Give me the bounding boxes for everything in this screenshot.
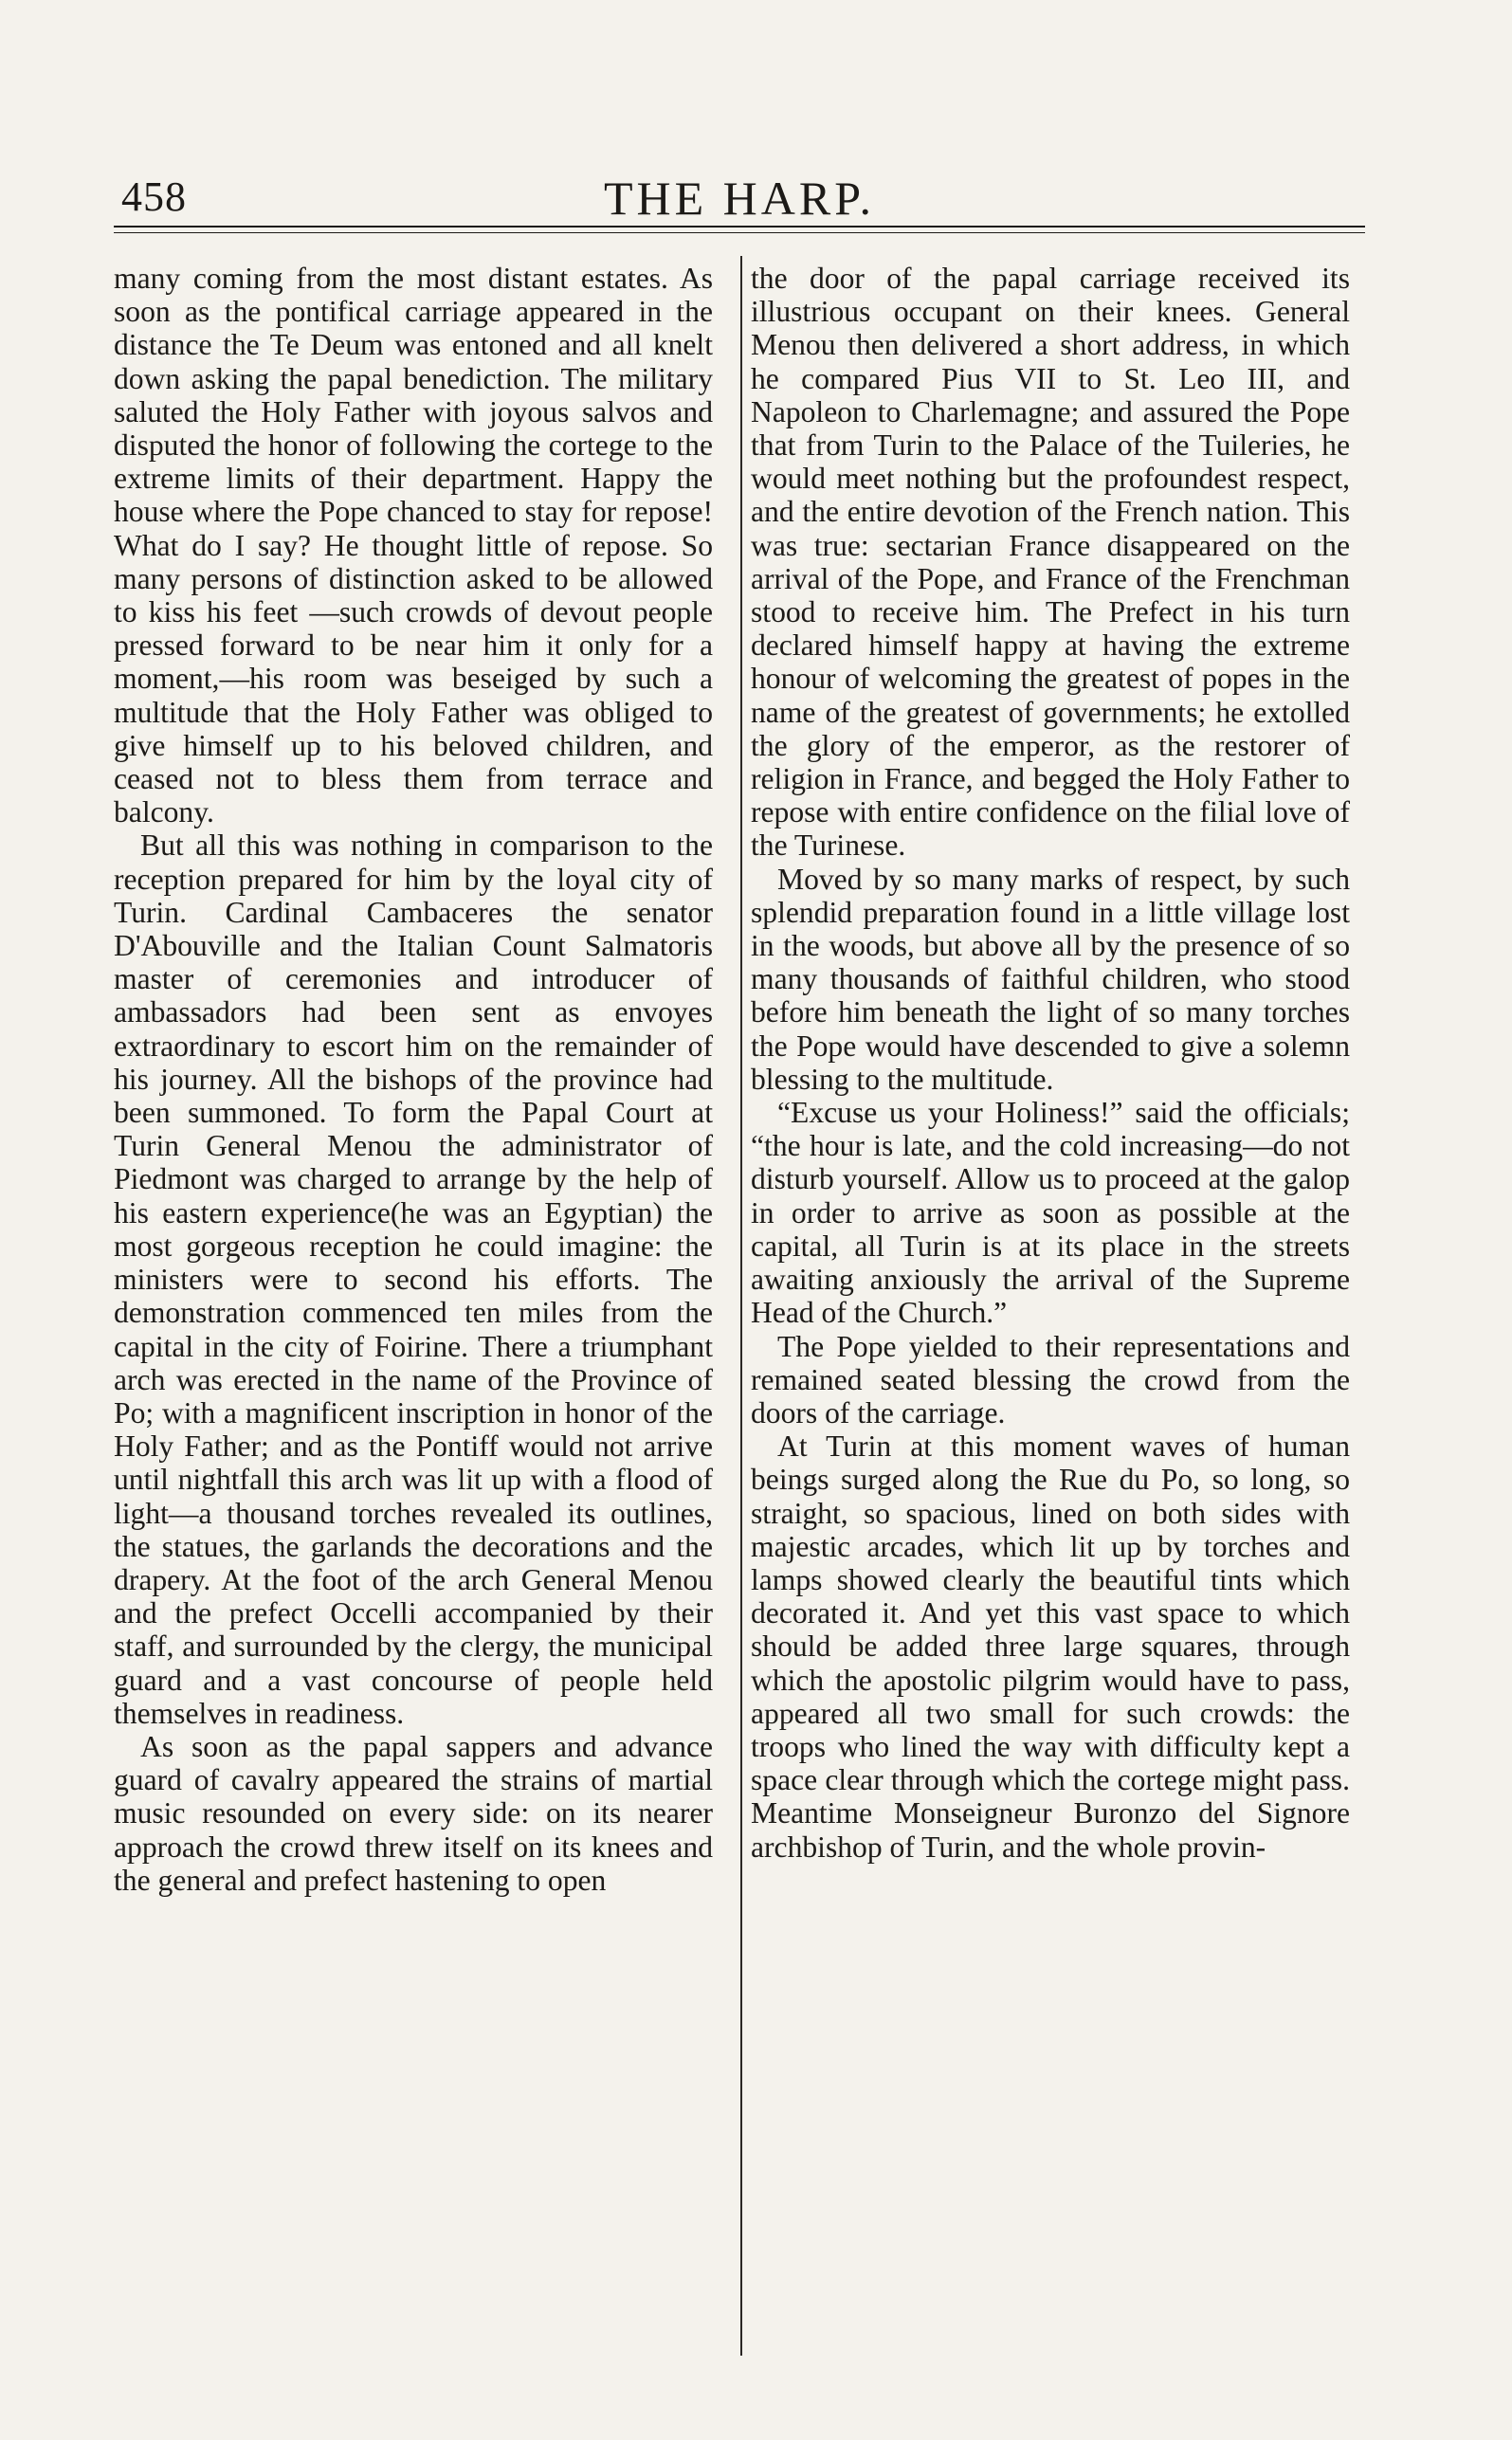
paragraph: At Turin at this moment waves of human beings surged along the Rue du Po, so long, so straight, so spacious, lined on both sides with majestic arcades, which lit up by torches and lamps showed clearly the beautiful tints which decorated it. And yet this vast space to which should be added three large squares, through which the apostolic pilgrim would have to pass, appeared all two small for such crowds: the troops who lined the way with difficulty kept a space clear through which the cortege might pass. Meantime Monseigneur Buronzo del Signore archbishop of Turin, and the whole provin- [751,1429,1350,1864]
paragraph: The Pope yielded to their representations and remained seated blessing the crowd from the doors of the carriage. [751,1329,1350,1429]
article-body [114,262,1365,2347]
paragraph: But all this was nothing in comparison to the reception prepared for him by the loyal city of Turin. Cardinal Cambaceres the senator D'Abouville and the Italian Count Salmatoris master of ceremonies and introducer of ambassadors had been sent as envoyes extraordinary to escort him on the remainder of his journey. All the bishops of the province had been summoned. To form the Papal Court at Turin General Menou the administrator of Piedmont was charged to arrange by the help of his eastern experience(he was an Egyptian) the most gorgeous reception he could imagine: the ministers were to second his efforts. The demonstration commenced ten miles from the capital in the city of Foirine. There a triumphant arch was erected in the name of the Province of Po; with a magnificent inscription in honor of the Holy Father; and as the Pontiff would not arrive until nightfall this arch was lit up with a flood of light—a thousand torches revealed its outlines, the statues, the garlands the decorations and the drapery. At the foot of the arch General Menou and the prefect Occelli accompanied by their staff, and surrounded by the clergy, the municipal guard and a vast concourse of people held themselves in readiness. [114,829,713,1730]
paragraph: As soon as the papal sappers and advance guard of cavalry appeared the strains of martial music resounded on every side: on its nearer approach the crowd threw itself on its knees and the general and prefect hastening to open [114,1729,713,1897]
page-header [114,161,1365,228]
paragraph: many coming from the most distant estates. As soon as the pontifical carriage appeared in the distance the Te Deum was entoned and all knelt down asking the papal benediction. The military saluted the Holy Father with joyous salvos and disputed the honor of following the cortege to the extreme limits of their department. Happy the house where the Pope chanced to stay for repose! What do I say? He thought little of repose. So many persons of distinction asked to be allowed to kiss his feet —such crowds of devout people pressed forward to be near him it only for a moment,—his room was beseiged by such a multitude that the Holy Father was obliged to give himself up to his beloved children, and ceased not to bless them from terrace and balcony. [114,262,713,829]
right-column [751,262,1350,1864]
page-title: THE HARP. [603,172,876,225]
header-rule [114,226,1365,228]
header-rule-thin [114,232,1365,233]
left-column [114,262,713,1897]
page-number: 458 [121,173,187,220]
paragraph: “Excuse us your Holiness!” said the officials; “the hour is late, and the cold increasing—do not disturb yourself. Allow us to proceed at the galop in order to arrive as soon as possible at the capital, all Turin is at its place in the streets awaiting anxiously the arrival of the Supreme Head of the Church.” [751,1096,1350,1330]
paragraph: the door of the papal carriage received its illustrious occupant on their knees. General Menou then delivered a short address, in which he compared Pius VII to St. Leo III, and Napoleon to Charlemagne; and assured the Pope that from Turin to the Palace of the Tuileries, he would meet nothing but the profoundest respect, and the entire devotion of the French nation. This was true: sectarian France disappeared on the arrival of the Pope, and France of the Frenchman stood to receive him. The Prefect in his turn declared himself happy at having the extreme honour of welcoming the greatest of popes in the name of the greatest of governments; he extolled the glory of the emperor, as the restorer of religion in France, and begged the Holy Father to repose with entire confidence on the filial love of the Turinese. [751,262,1350,863]
paragraph: Moved by so many marks of respect, by such splendid preparation found in a little village lost in the woods, but above all by the presence of so many thousands of faithful children, who stood before him beneath the light of so many torches the Pope would have descended to give a solemn blessing to the multitude. [751,862,1350,1096]
